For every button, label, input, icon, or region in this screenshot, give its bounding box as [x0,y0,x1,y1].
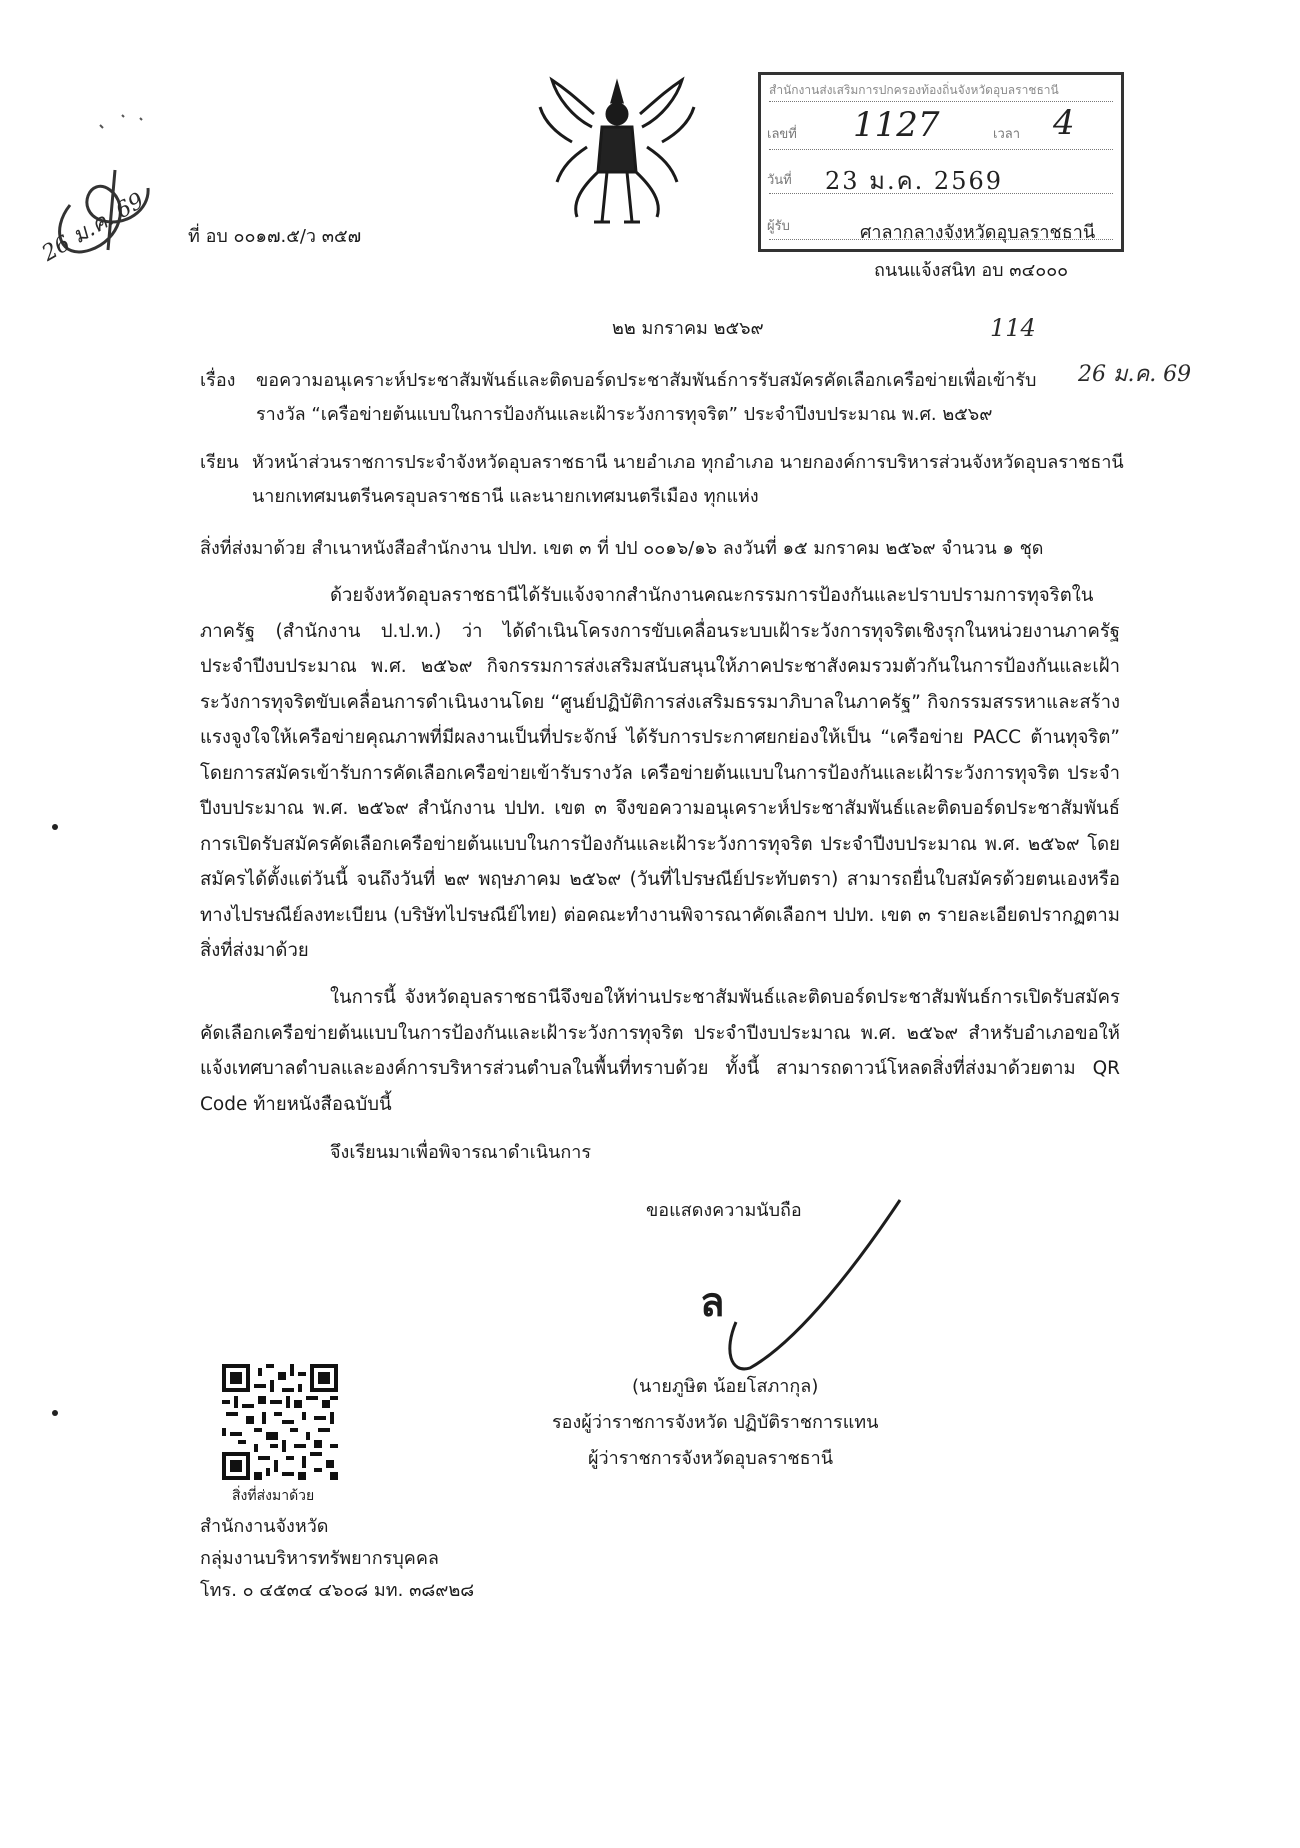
subject-label: เรื่อง [200,370,236,391]
reference-number: ที่ อบ ๐๐๑๗.๕/ว ๓๕๗ [188,226,362,247]
subject-line-2: รางวัล “เครือข่ายต้นแบบในการป้องกันและเฝ้าระวังการทุจริต” ประจำปีงบประมาณ พ.ศ. ๒๕๖๙ [256,404,993,425]
recipient-line-1: หัวหน้าส่วนราชการประจำจังหวัดอุบลราชธานี นายอำเภอ ทุกอำเภอ นายกองค์การบริหารส่วนจังหวัดอุบลราชธานี [252,452,1124,473]
signer-name: (นายภูษิต น้อยโสภากุล) [632,1376,819,1397]
stamp-header: สำนักงานส่งเสริมการปกครองท้องถิ่นจังหวัดอุบลราชธานี [769,83,1059,97]
handwritten-date-left: 26 ม.ค. 69 [38,188,149,267]
office-address: ถนนแจ้งสนิท อบ ๓๔๐๐๐ [874,260,1069,281]
signer-position-1: รองผู้ว่าราชการจังหวัด ปฏิบัติราชการแทน [552,1412,879,1433]
subject-line-1: ขอความอนุเคราะห์ประชาสัมพันธ์และติดบอร์ดประชาสัมพันธ์การรับสมัครคัดเลือกเครือข่ายเพื่อเข้ารับ [256,370,1037,391]
handwritten-number: 114 [990,314,1036,342]
recipient-label: เรียน [200,452,239,473]
garuda-emblem [532,72,702,242]
margin-mark [52,824,58,830]
stamp-number-label: เลขที่ [767,127,797,142]
footer-department: สำนักงานจังหวัด [200,1516,329,1537]
body-paragraph-1: ด้วยจังหวัดอุบลราชธานีได้รับแจ้งจากสำนักงานคณะกรรมการป้องกันและปราบปรามการทุจริตในภาครัฐ (สำนักงาน ป.ป.ท.) ว่า ได้ดำเนินโครงการขับเคลื่อนระบบเฝ้าระวังการทุจริตเชิงรุกในหน่วยงานภาครัฐ ประจำปีงบประมาณ พ.ศ. ๒๕๖๙ กิจกรรมการส่งเสริมสนับสนุนให้ภาคประชาสังคมรวมตัวกันในการป้องกันและเฝ้าระวังการทุจริตขับเคลื่อนการดำเนินงานโดย “ศูนย์ปฏิบัติการส่งเสริมธรรมาภิบาลในภาครัฐ” กิจกรรมสรรหาและสร้างแรงจูงใจให้เครือข่ายคุณภาพที่มีผลงานเป็นที่ประจักษ์ ได้รับการประกาศยกย่องให้เป็น “เครือข่าย PACC ต้านทุจริต” โดยการสมัครเข้ารับการคัดเลือกเครือข่ายเข้ารับรางวัล เครือข่ายต้นแบบในการป้องกันและเฝ้าระวังการทุจริต ประจำปีงบประมาณ พ.ศ. ๒๕๖๙ สำนักงาน ปปท. เขต ๓ จึงขอความอนุเคราะห์ประชาสัมพันธ์และติดบอร์ดประชาสัมพันธ์การเปิดรับสมัครคัดเลือกเครือข่ายต้นแบบในการป้องกันและเฝ้าระวังการทุจริต ประจำปีงบประมาณ พ.ศ. ๒๕๖๙ โดยสมัครได้ตั้งแต่วันนี้ จนถึงวันที่ ๒๙ พฤษภาคม ๒๕๖๙ (วันที่ไปรษณีย์ประทับตรา) สามารถยื่นใบสมัครด้วยตนเองหรือทางไปรษณีย์ลงทะเบียน (บริษัทไปรษณีย์ไทย) ต่อคณะทำงานพิจารณาคัดเลือกฯ ปปท. เขต ๓ รายละเอียดปรากฏตามสิ่งที่ส่งมาด้วย [200,585,1120,961]
closing-request: จึงเรียนมาเพื่อพิจารณาดำเนินการ [330,1142,592,1163]
footer-phone: โทร. ๐ ๔๕๓๔ ๔๖๐๘ มท. ๓๘๙๒๘ [200,1580,475,1601]
qr-caption: สิ่งที่ส่งมาด้วย [232,1488,315,1504]
signature-mark: ล [700,1279,725,1326]
stamp-time-label: เวลา [993,127,1021,142]
letter-date: ๒๒ มกราคม ๒๕๖๙ [612,318,764,339]
stamp-date-value: 23 ม.ค. 2569 [825,167,1004,195]
stamp-date-label: วันที่ [767,173,792,188]
office-name: ศาลากลางจังหวัดอุบลราชธานี [860,222,1096,243]
signature-stroke [710,1190,920,1380]
footer-subdivision: กลุ่มงานบริหารทรัพยากรบุคคล [200,1548,439,1569]
qr-code[interactable] [222,1364,338,1480]
margin-mark [52,1410,58,1416]
enclosure-line: สิ่งที่ส่งมาด้วย สำเนาหนังสือสำนักงาน ปปท. เขต ๓ ที่ ปป ๐๐๑๖/๑๖ ลงวันที่ ๑๕ มกราคม ๒๕๖๙ จำนวน ๑ ชุด [200,538,1044,559]
recipient-line-2: นายกเทศมนตรีนครอุบลราชธานี และนายกเทศมนตรีเมือง ทุกแห่ง [252,486,759,507]
body-paragraph-2: ในการนี้ จังหวัดอุบลราชธานีจึงขอให้ท่านประชาสัมพันธ์และติดบอร์ดประชาสัมพันธ์การเปิดรับสมัครคัดเลือกเครือข่ายต้นแบบในการป้องกันและเฝ้าระวังการทุจริต ประจำปีงบประมาณ พ.ศ. ๒๕๖๙ สำหรับอำเภอขอให้แจ้งเทศบาลตำบลและองค์การบริหารส่วนตำบลในพื้นที่ทราบด้วย ทั้งนี้ สามารถดาวน์โหลดสิ่งที่ส่งมาด้วยตาม QR Code ท้ายหนังสือฉบับนี้ [200,987,1120,1115]
signer-position-2: ผู้ว่าราชการจังหวัดอุบลราชธานี [588,1448,834,1469]
closing-regards: ขอแสดงความนับถือ [646,1200,802,1221]
handwritten-date-right: 26 ม.ค. 69 [1078,362,1192,387]
stamp-number-value: 1127 [853,105,940,145]
stamp-time-value: 4 [1053,103,1075,143]
stamp-receiver-label: ผู้รับ [767,219,790,234]
